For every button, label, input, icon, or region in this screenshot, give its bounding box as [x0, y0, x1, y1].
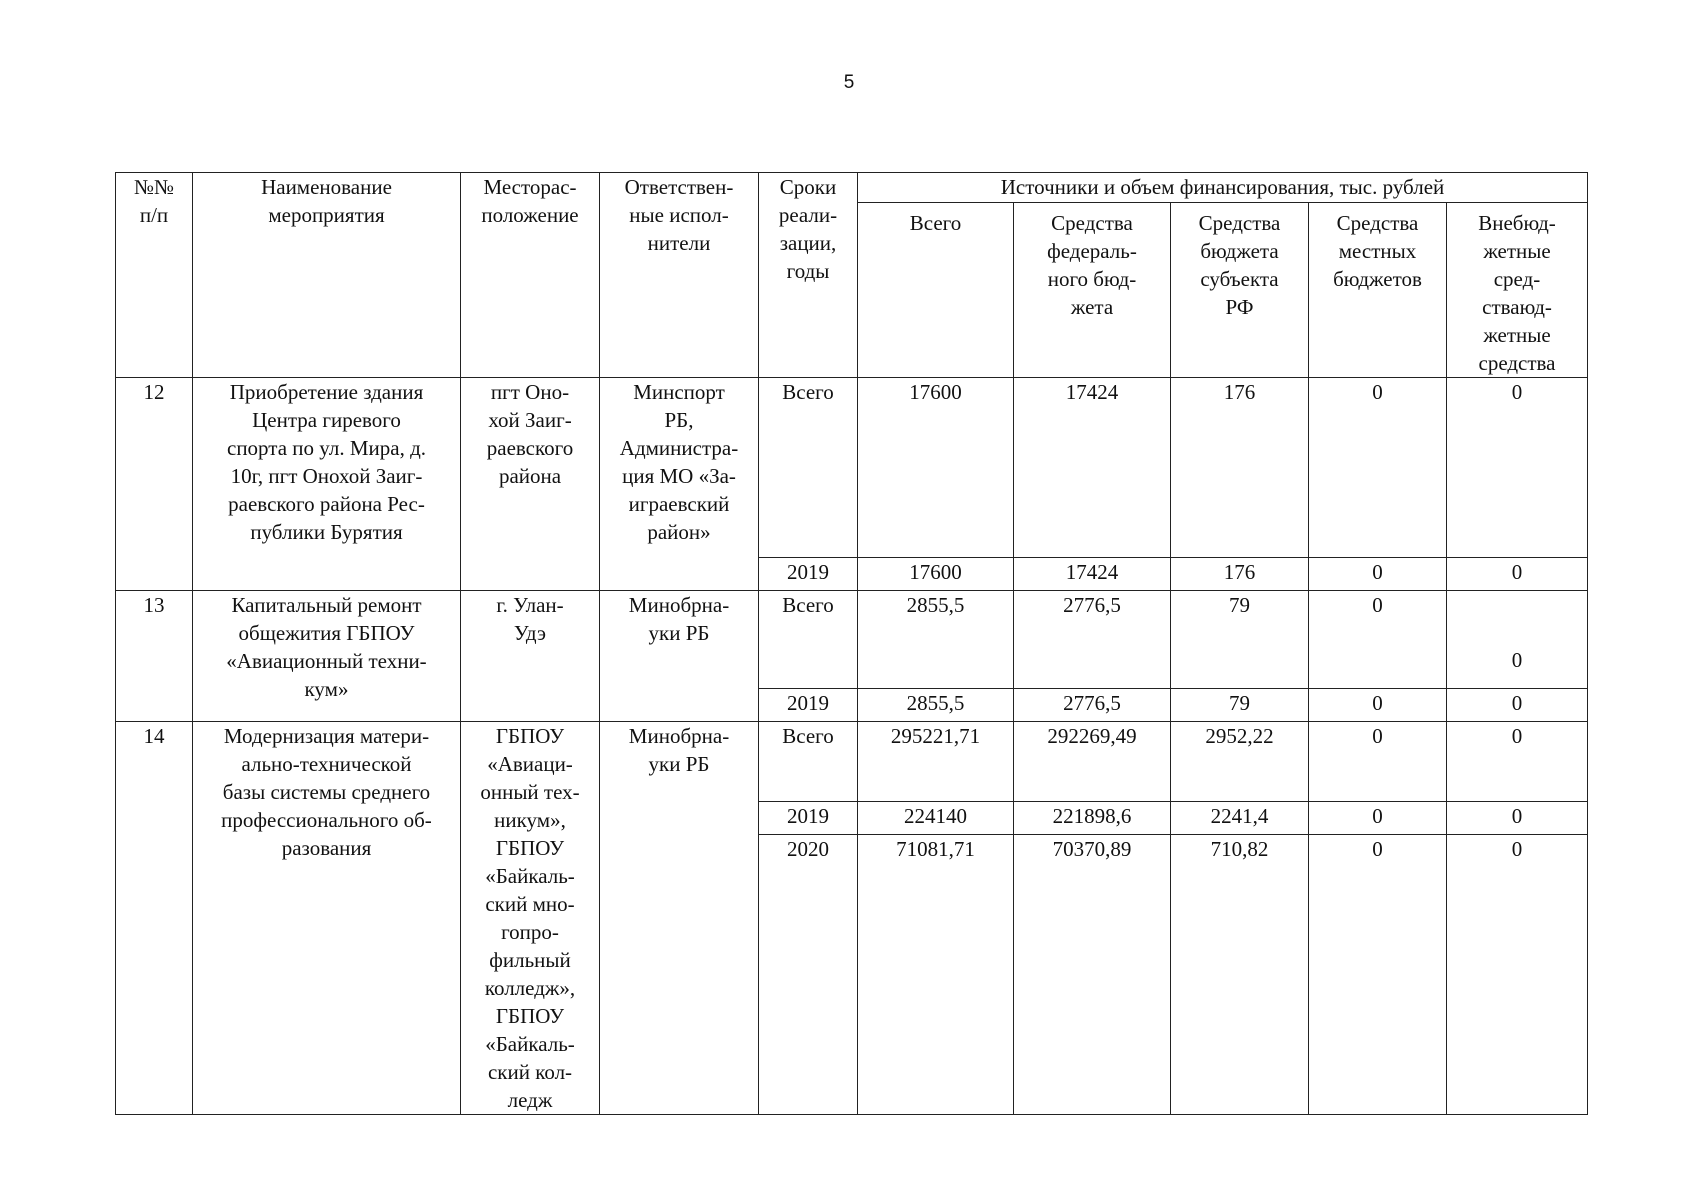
row-local: 0: [1309, 378, 1447, 558]
financing-table: [115, 172, 1588, 1115]
row-total: 17600: [858, 378, 1014, 558]
row-federal: 221898,6: [1014, 802, 1171, 835]
row-location: ГБПОУ «Авиаци- онный тех- никум», ГБПОУ «Байкаль- ский мно- гопро- фильный колледж», ГБПОУ «Байкаль- ский кол- ледж: [461, 722, 600, 1115]
row-federal: 17424: [1014, 558, 1171, 591]
row-federal: 17424: [1014, 378, 1171, 558]
table-row: [116, 591, 1588, 689]
row-extra: 0: [1447, 689, 1588, 722]
row-federal: 2776,5: [1014, 689, 1171, 722]
row-name: Модернизация матери- ально-технической базы системы среднего профессионального об- разования: [193, 722, 461, 1115]
row-executors: Минспорт РБ, Администра- ция МО «За- играевский район»: [600, 378, 759, 591]
header-location: Месторас- положение: [461, 173, 600, 378]
row-num: 13: [116, 591, 193, 722]
row-regional: 79: [1171, 689, 1309, 722]
row-extra: 0: [1447, 835, 1588, 1115]
page-number: 5: [843, 72, 855, 93]
row-executors: Минобрна- уки РБ: [600, 722, 759, 1115]
row-extra: 0: [1447, 802, 1588, 835]
header-regional: Средства бюджета субъекта РФ: [1171, 203, 1309, 378]
header-total: Всего: [858, 203, 1014, 378]
row-name: Капитальный ремонт общежития ГБПОУ «Авиационный техни- кум»: [193, 591, 461, 722]
row-federal: 70370,89: [1014, 835, 1171, 1115]
row-period: Всего: [759, 722, 858, 802]
row-period: 2020: [759, 835, 858, 1115]
row-extra: 0: [1447, 378, 1588, 558]
row-num: 12: [116, 378, 193, 591]
header-name: Наименование мероприятия: [193, 173, 461, 378]
table-row: [116, 378, 1588, 558]
row-period: 2019: [759, 802, 858, 835]
row-total: 224140: [858, 802, 1014, 835]
header-funding: Источники и объем финансирования, тыс. рублей: [858, 173, 1588, 203]
row-period: 2019: [759, 558, 858, 591]
row-regional: 176: [1171, 558, 1309, 591]
row-local: 0: [1309, 835, 1447, 1115]
row-regional: 176: [1171, 378, 1309, 558]
row-total: 2855,5: [858, 591, 1014, 689]
row-total: 71081,71: [858, 835, 1014, 1115]
row-num: 14: [116, 722, 193, 1115]
row-name: Приобретение здания Центра гиревого спорта по ул. Мира, д. 10г, пгт Онохой Заиг- раевского района Рес- публики Бурятия: [193, 378, 461, 591]
row-location: г. Улан- Удэ: [461, 591, 600, 722]
row-local: 0: [1309, 722, 1447, 802]
header-period: Сроки реали- зации, годы: [759, 173, 858, 378]
row-total: 17600: [858, 558, 1014, 591]
row-local: 0: [1309, 558, 1447, 591]
header-num: №№ п/п: [116, 173, 193, 378]
row-local: 0: [1309, 591, 1447, 689]
row-regional: 79: [1171, 591, 1309, 689]
row-extra: 0: [1447, 591, 1588, 689]
header-local: Средства местных бюджетов: [1309, 203, 1447, 378]
row-local: 0: [1309, 802, 1447, 835]
row-extra: 0: [1447, 558, 1588, 591]
row-regional: 2952,22: [1171, 722, 1309, 802]
row-executors: Минобрна- уки РБ: [600, 591, 759, 722]
row-total: 2855,5: [858, 689, 1014, 722]
row-federal: 2776,5: [1014, 591, 1171, 689]
row-period: 2019: [759, 689, 858, 722]
row-period: Всего: [759, 591, 858, 689]
header-extra: Внебюд- жетные сред- стваюд- жетные средства: [1447, 203, 1588, 378]
row-regional: 2241,4: [1171, 802, 1309, 835]
row-federal: 292269,49: [1014, 722, 1171, 802]
row-regional: 710,82: [1171, 835, 1309, 1115]
row-location: пгт Оно- хой Заиг- раевского района: [461, 378, 600, 591]
row-total: 295221,71: [858, 722, 1014, 802]
header-executors: Ответствен- ные испол- нители: [600, 173, 759, 378]
table-row: [116, 722, 1588, 802]
row-extra: 0: [1447, 722, 1588, 802]
row-period: Всего: [759, 378, 858, 558]
row-local: 0: [1309, 689, 1447, 722]
header-federal: Средства федераль- ного бюд- жета: [1014, 203, 1171, 378]
